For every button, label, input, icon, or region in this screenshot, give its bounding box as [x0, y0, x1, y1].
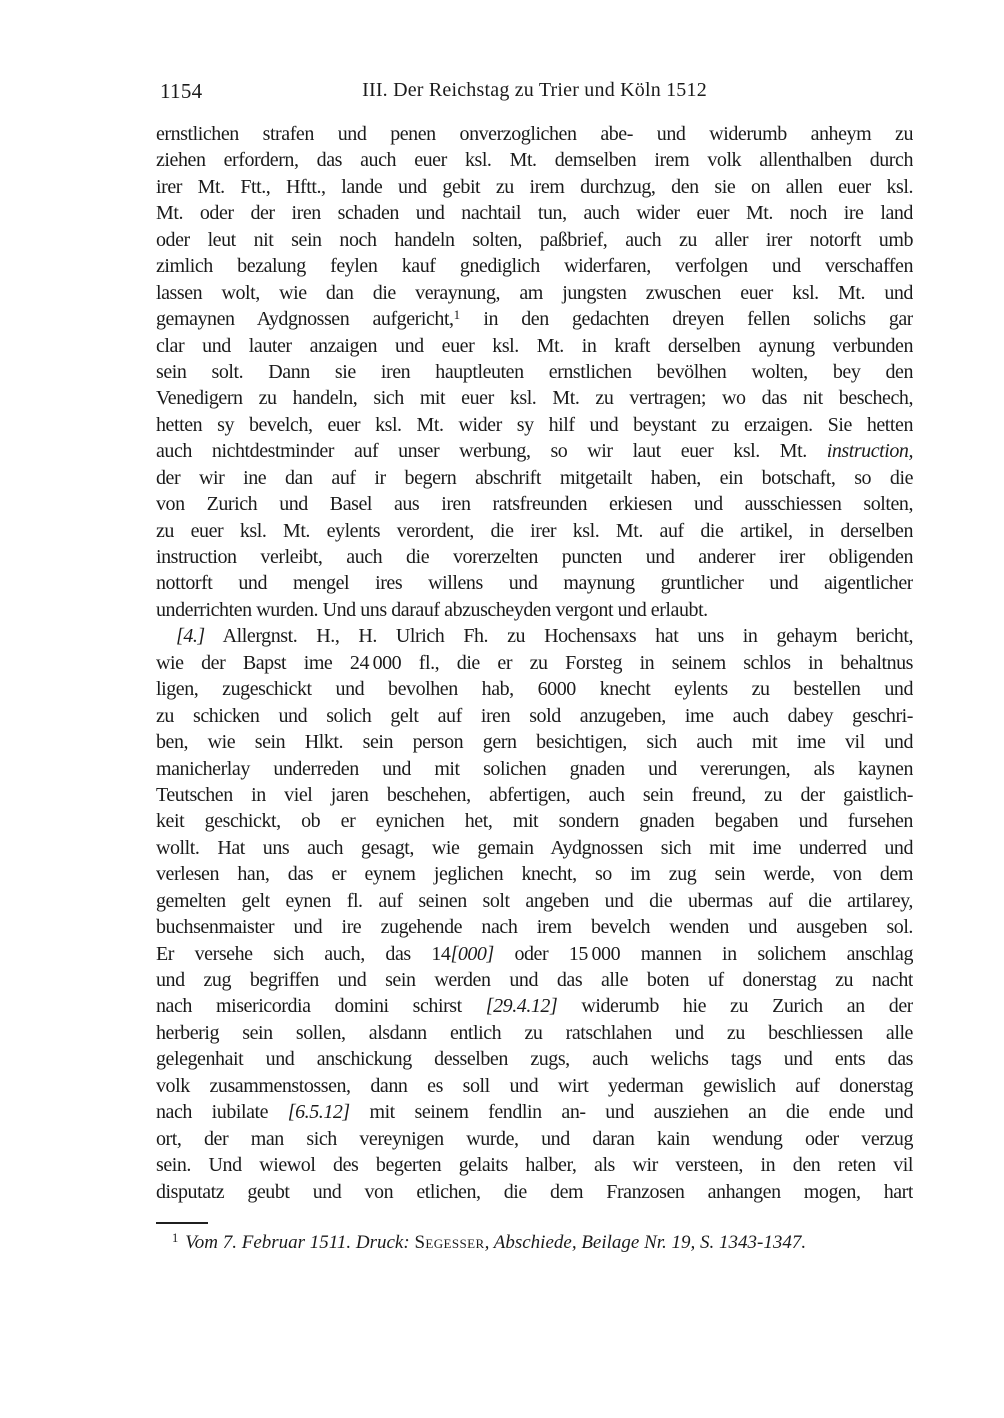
text-line — [156, 1179, 913, 1205]
text-segment: nottorft und mengel ires willens und maynung gruntlicher und aigentlicher — [156, 572, 913, 595]
text-segment: zu schicken und solich gelt auf iren sold anzugeben, ime auch dabey geschri- — [156, 704, 913, 727]
text-segment: ziehen erfordern, das auch euer ksl. Mt. demselben irem volk allenthalben durch — [156, 149, 913, 172]
text-segment: Abschiede, Beilage Nr. 19, S. 1343-1347. — [493, 1232, 807, 1253]
text-segment: herberig sein sollen, alsdann entlich zu ratschlahen und zu beschliessen alle — [156, 1021, 913, 1044]
text-segment: gelegenhait und anschickung desselben zugs, auch welichs tags und ents das — [156, 1048, 913, 1071]
text-line — [156, 491, 913, 517]
text-line — [156, 1126, 913, 1152]
text-line — [156, 623, 913, 649]
text-line — [156, 518, 913, 544]
text-line — [156, 121, 913, 147]
text-line — [156, 333, 913, 359]
text-segment: verlesen han, das er eynem jeglichen knecht, so im zug sein werde, von dem — [156, 863, 913, 886]
text-line — [156, 465, 913, 491]
text-segment: mit seinem fendlin an- und ausziehen an die ende und — [349, 1101, 913, 1124]
text-line — [156, 570, 913, 596]
text-line — [156, 544, 913, 570]
text-line — [156, 306, 913, 332]
page-header — [156, 79, 913, 105]
text-segment: keit geschickt, ob er eynichen het, mit sondern gnaden begaben und fursehen — [156, 810, 913, 833]
text-line — [156, 1099, 913, 1125]
footnote-ref: 1 — [453, 307, 461, 323]
text-segment: zu euer ksl. Mt. eylents verordent, die irer ksl. Mt. auf die artikel, in derselben — [156, 519, 913, 542]
text-line — [156, 412, 913, 438]
footnote-separator — [156, 1222, 208, 1224]
text-segment: disputatz geubt und von etlichen, die dem Franzosen anhangen mogen, hart — [156, 1180, 913, 1203]
text-segment: Vom 7. Februar 1511. Druck: — [185, 1232, 415, 1253]
text-line — [156, 782, 913, 808]
text-segment: , — [484, 1232, 494, 1253]
text-segment: ernstlichen strafen und penen onverzoglichen abe- und widerumb anheym zu — [156, 123, 913, 145]
text-segment: underrichten wurden. Und uns darauf abzuscheyden vergont und erlaubt. — [156, 598, 708, 621]
text-segment: Segesser — [414, 1232, 485, 1253]
text-segment: zimlich bezalung feylen kauf gnediglich widerfaren, verfolgen und verschaffen — [156, 255, 913, 278]
text-segment: ort, der man sich vereynigen wurde, und daran kain wendung oder verzug — [156, 1127, 913, 1150]
text-line — [156, 888, 913, 914]
footnote-text — [185, 1232, 806, 1253]
text-segment: wie der Bapst ime 24 000 fl., die er zu Forsteg in seinem schlos in behaltnus — [156, 651, 913, 674]
running-title: III. Der Reichstag zu Trier und Köln 1512 — [362, 79, 707, 101]
footnote-line — [156, 1230, 913, 1255]
text-segment: [29.4.12] — [485, 995, 558, 1018]
text-line — [156, 280, 913, 306]
text-segment: buchsenmaister und ire zugehende nach irem bevelch wenden und ausgeben sol. — [156, 916, 913, 939]
text-line — [156, 808, 913, 834]
text-line — [156, 147, 913, 173]
text-segment: oder leut nit sein noch handeln solten, paßbrief, auch zu aller irer notorft umb — [156, 228, 913, 251]
text-segment: widerumb hie zu Zurich an der — [557, 995, 913, 1018]
text-segment: gemelten gelt eynen fl. auf seinen solt angeben und die ubermas auf die artilarey, — [156, 889, 913, 912]
text-segment: in den gedachten dreyen fellen solichs gar — [460, 308, 913, 331]
text-line — [156, 993, 913, 1019]
text-line — [156, 1152, 913, 1178]
footnote-marker: 1 — [172, 1231, 179, 1245]
text-segment: der wir ine dan auf ir begern abschrift mitgetailt haben, ein botschaft, so die — [156, 466, 913, 489]
text-line — [156, 1046, 913, 1072]
text-line — [156, 1020, 913, 1046]
text-segment: [6.5.12] — [287, 1101, 350, 1124]
text-line — [156, 359, 913, 385]
text-segment: sein solt. Dann sie iren hauptleuten ernstlichen bevölhen wolten, bey den — [156, 360, 913, 383]
paragraph — [156, 623, 913, 1205]
text-segment: Er versehe sich auch, das 14 — [156, 942, 451, 965]
text-line — [156, 967, 913, 993]
text-line — [156, 200, 913, 226]
text-segment: Mt. oder der iren schaden und nachtail tun, auch wider euer Mt. noch ire land — [156, 202, 913, 225]
page-number: 1154 — [160, 79, 203, 103]
text-segment: auch nichtdestminder auf unser werbung, so wir laut euer ksl. Mt. — [156, 440, 827, 463]
text-segment: [4.] — [176, 625, 205, 648]
text-line — [156, 914, 913, 940]
text-line — [156, 597, 913, 623]
text-line — [156, 676, 913, 702]
text-line — [156, 703, 913, 729]
text-segment: volk zusammenstossen, dann es soll und wirt yederman gewislich auf donerstag — [156, 1074, 913, 1097]
text-segment: lassen wolt, wie dan die veraynung, am jungsten zwuschen euer ksl. Mt. und — [156, 281, 913, 304]
text-segment: von Zurich und Basel aus iren ratsfreunden erkiesen und ausschiessen solten, — [156, 493, 913, 516]
text-line — [156, 174, 913, 200]
text-segment: oder 15 000 mannen in solichem anschlag — [493, 942, 913, 965]
text-line — [156, 650, 913, 676]
text-line — [156, 861, 913, 887]
text-segment: nach iubilate — [156, 1101, 288, 1124]
text-segment: instruction verleibt, auch die vorerzelten puncten und anderer irer obligenden — [156, 546, 913, 568]
text-segment: Venedigern zu handeln, sich mit euer ksl. Mt. zu vertragen; wo das nit beschech, — [156, 387, 913, 410]
text-line — [156, 729, 913, 755]
text-segment: und zug begriffen und sein werden und das alle boten uf donerstag zu nacht — [156, 969, 913, 991]
text-segment: ligen, zugeschickt und bevolhen hab, 6000 knecht eylents zu bestellen und — [156, 678, 913, 701]
text-line — [156, 385, 913, 411]
text-line — [156, 253, 913, 279]
text-segment: clar und lauter anzaigen und euer ksl. Mt. in kraft derselben aynung verbunden — [156, 334, 913, 357]
text-segment: gemaynen Aydgnossen aufgericht, — [156, 308, 454, 331]
text-line — [156, 1073, 913, 1099]
text-segment: sein. Und wiewol des begerten gelaits halber, als wir versteen, in den reten vil — [156, 1154, 913, 1177]
text-segment: irer Mt. Ftt., Hftt., lande und gebit zu irem durchzug, den sie on allen euer ksl. — [156, 175, 913, 198]
text-line — [156, 835, 913, 861]
text-segment: instruction, — [826, 440, 913, 463]
text-segment: manicherlay underreden und mit solichen gnaden und vererungen, als kaynen — [156, 757, 913, 780]
text-segment: wollt. Hat uns auch gesagt, wie gemain Aydgnossen sich mit ime underred und — [156, 836, 913, 859]
text-segment: hetten sy bevelch, euer ksl. Mt. wider sy hilf und beystant zu erzaigen. Sie hetten — [156, 413, 913, 436]
text-segment: ben, wie sein Hlkt. sein person gern besichtigen, sich auch mit ime vil und — [156, 731, 913, 754]
text-line — [156, 941, 913, 967]
text-segment: Teutschen in viel jaren beschehen, abfertigen, auch sein freund, zu der gaistlich- — [156, 783, 913, 806]
paragraph — [156, 121, 913, 623]
text-line — [156, 756, 913, 782]
footnote-area — [156, 1222, 913, 1255]
text-segment: [000] — [450, 942, 494, 965]
text-line — [156, 227, 913, 253]
text-segment: Allergnst. H., H. Ulrich Fh. zu Hochensaxs hat uns in gehaym bericht, — [204, 625, 913, 648]
text-segment: nach misericordia domini schirst — [156, 995, 486, 1018]
body-text — [156, 121, 913, 1205]
text-line — [156, 438, 913, 464]
